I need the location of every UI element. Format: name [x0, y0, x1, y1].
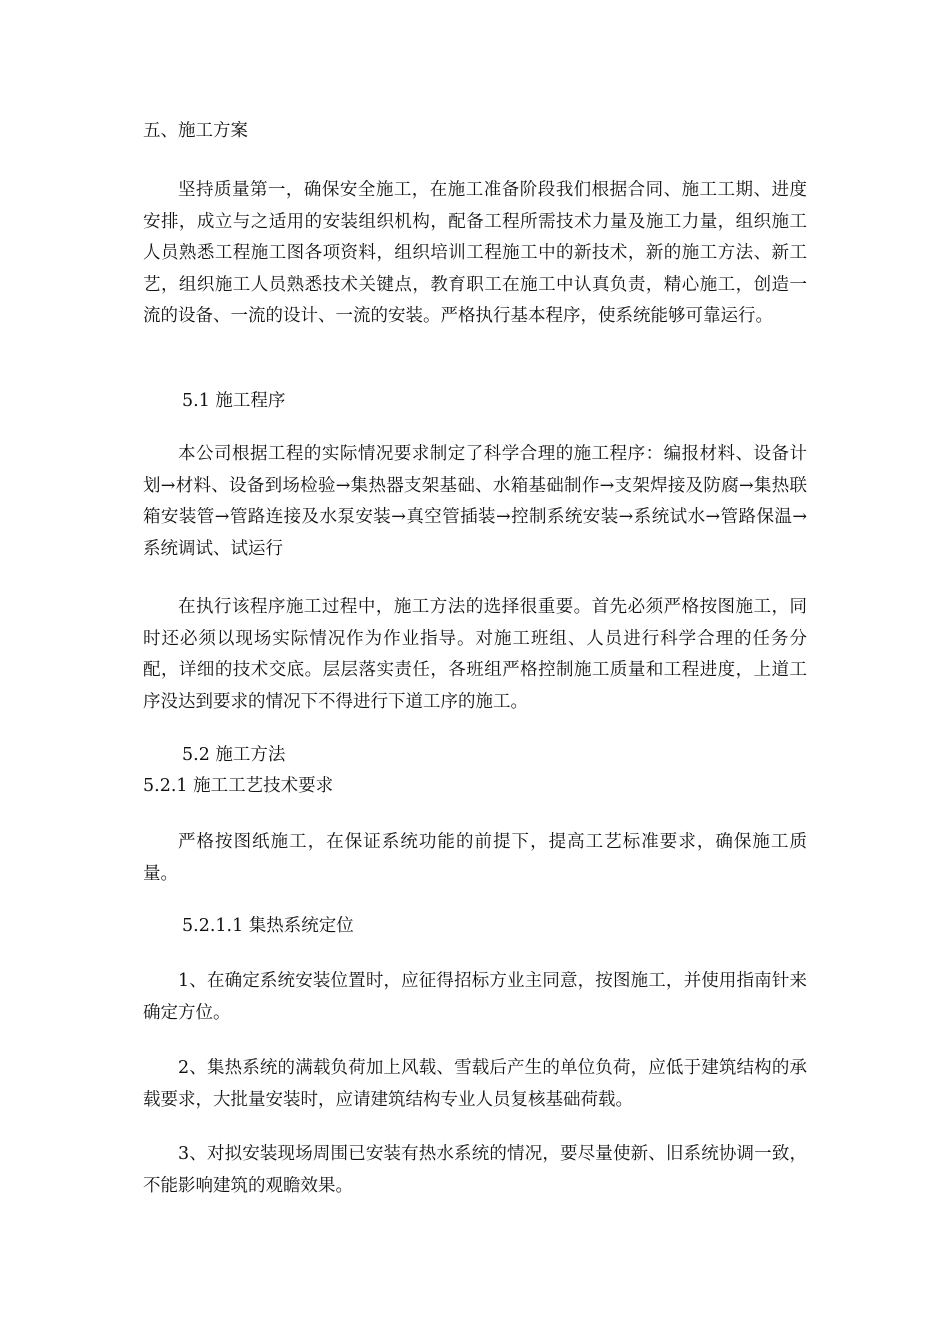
paragraph-intro: 坚持质量第一，确保安全施工，在施工准备阶段我们根据合同、施工工期、进度安排，成立与之适用的安装组织机构，配备工程所需技术力量及施工力量，组织施工人员熟悉工程施工图各项资料，组织培训工程施工中的新技术，新的施工方法、新工艺，组织施工人员熟悉技术关键点，教育职工在施工中认真负责，精心施工，创造一流的设备、一流的设计、一流的安装。严格执行基本程序，使系统能够可靠运行。 — [143, 180, 807, 326]
list-item-2: 2、集热系统的满载负荷加上风载、雪载后产生的单位负荷，应低于建筑结构的承载要求，大批量安装时，应请建筑结构专业人员复核基础荷载。 — [143, 1058, 807, 1110]
paragraph-execution: 在执行该程序施工过程中，施工方法的选择很重要。首先必须严格按图施工，同时还必须以现场实际情况作为作业指导。对施工班组、人员进行科学合理的任务分配，详细的技术交底。层层落实责任，各班组严格控制施工质量和工程进度，上道工序没达到要求的情况下不得进行下道工序的施工。 — [143, 597, 807, 712]
section-heading-5-2: 5.2 施工方法 — [182, 745, 286, 765]
list-item-1: 1、在确定系统安装位置时，应征得招标方业主同意，按图施工，并使用指南针来确定方位。 — [143, 971, 807, 1023]
section-heading-5: 五、施工方案 — [143, 121, 248, 141]
section-heading-5-1: 5.1 施工程序 — [182, 391, 286, 411]
section-heading-5-2-1: 5.2.1 施工工艺技术要求 — [143, 776, 334, 796]
list-item-3: 3、对拟安装现场周围已安装有热水系统的情况，要尽量使新、旧系统协调一致，不能影响建筑的观瞻效果。 — [143, 1144, 807, 1196]
paragraph-procedure: 本公司根据工程的实际情况要求制定了科学合理的施工程序：编报材料、设备计划→材料、设备到场检验→集热器支架基础、水箱基础制作→支架焊接及防腐→集热联箱安装管→管路连接及水泵安装→真空管插装→控制系统安装→系统试水→管路保温→系统调试、试运行 — [143, 444, 807, 559]
paragraph-craft: 严格按图纸施工，在保证系统功能的前提下，提高工艺标准要求，确保施工质量。 — [143, 832, 807, 884]
section-heading-5-2-1-1: 5.2.1.1 集热系统定位 — [182, 916, 354, 936]
